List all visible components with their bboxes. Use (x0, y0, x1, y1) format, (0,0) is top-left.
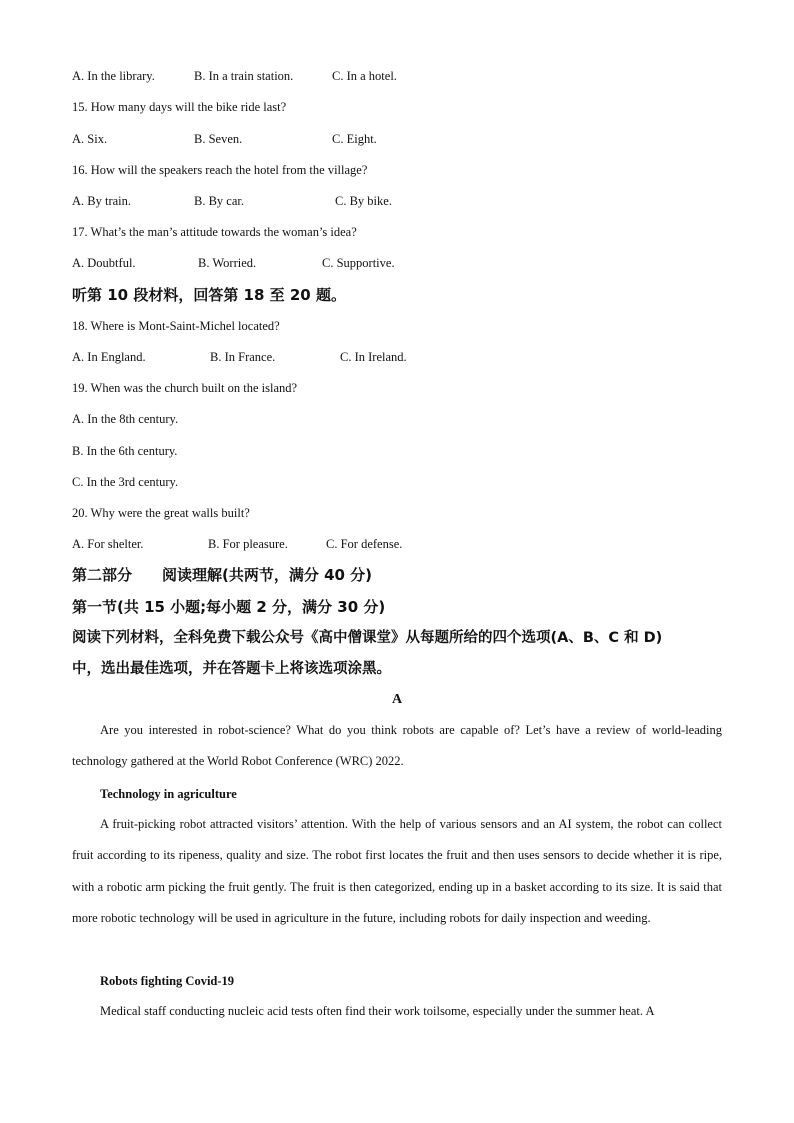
q20-question: 20. Why were the great walls built? (72, 506, 250, 520)
q15-option-b: B. Seven. (194, 132, 243, 146)
q19-option-b: B. In the 6th century. (72, 444, 178, 458)
q19-question: 19. When was the church built on the island? (72, 381, 298, 395)
subheading-covid: Robots fighting Covid-19 (100, 974, 235, 988)
q15-question: 15. How many days will the bike ride last? (72, 100, 287, 114)
q16-option-c: C. By bike. (335, 194, 392, 208)
section1-heading: 第一节(共 15 小题;每小题 2 分，满分 30 分) (72, 598, 386, 616)
q17-option-a: A. Doubtful. (72, 256, 136, 270)
q18-option-a: A. In England. (72, 350, 146, 364)
q20-option-c: C. For defense. (326, 537, 403, 551)
passage-label: A (391, 692, 403, 707)
q17-question: 17. What’s the man’s attitude towards the woman’s idea? (72, 225, 357, 239)
intro-paragraph: Are you interested in robot-science? What do you think robots are capable of? Let’s have a review of world-leading technology gathered at the World Robot Conference (WRC) 2022. (72, 723, 722, 769)
q17-option-c: C. Supportive. (322, 256, 395, 270)
section10-heading: 听第 10 段材料，回答第 18 至 20 题。 (72, 286, 346, 304)
q14-option-a: A. In the library. (72, 69, 155, 83)
part2-heading: 第二部分 阅读理解(共两节，满分 40 分) (72, 566, 373, 584)
q16-question: 16. How will the speakers reach the hotel from the village? (72, 163, 368, 177)
q18-option-c: C. In Ireland. (340, 350, 407, 364)
q15-option-a: A. Six. (72, 132, 108, 146)
instruction-line2: 中，选出最佳选项，并在答题卡上将该选项涂黑。 (72, 661, 391, 677)
subheading-agriculture: Technology in agriculture (100, 787, 237, 801)
q15-option-c: C. Eight. (332, 132, 377, 146)
instruction-line1: 阅读下列材料，全科免费下载公众号《高中僧课堂》从每题所给的四个选项(A、B、C 和 D) (72, 630, 663, 646)
q18-question: 18. Where is Mont-Saint-Michel located? (72, 319, 280, 333)
q14-option-c: C. In a hotel. (332, 69, 397, 83)
agriculture-paragraph: A fruit-picking robot attracted visitors’ attention. With the help of various sensors and an AI system, the robot can collect fruit according to its ripeness, quality and size. The robot first locates the fruit and then uses sensors to decide whether it is ripe, with a robotic arm picking the fruit gently. The fruit is then categorized, ending up in a basket according to its size. It is said that more robotic technology will be used in agriculture in the future, including robots for daily inspection and weeding. (72, 817, 722, 925)
q20-option-a: A. For shelter. (72, 537, 144, 551)
q14-option-b: B. In a train station. (194, 69, 294, 83)
q17-option-b: B. Worried. (198, 256, 257, 270)
q18-option-b: B. In France. (210, 350, 276, 364)
q19-option-a: A. In the 8th century. (72, 412, 179, 426)
q19-option-c: C. In the 3rd century. (72, 475, 179, 489)
covid-paragraph: Medical staff conducting nucleic acid tests often find their work toilsome, especially under the summer heat. A (100, 1004, 655, 1018)
q16-option-b: B. By car. (194, 194, 244, 208)
q16-option-a: A. By train. (72, 194, 132, 208)
q20-option-b: B. For pleasure. (208, 537, 288, 551)
